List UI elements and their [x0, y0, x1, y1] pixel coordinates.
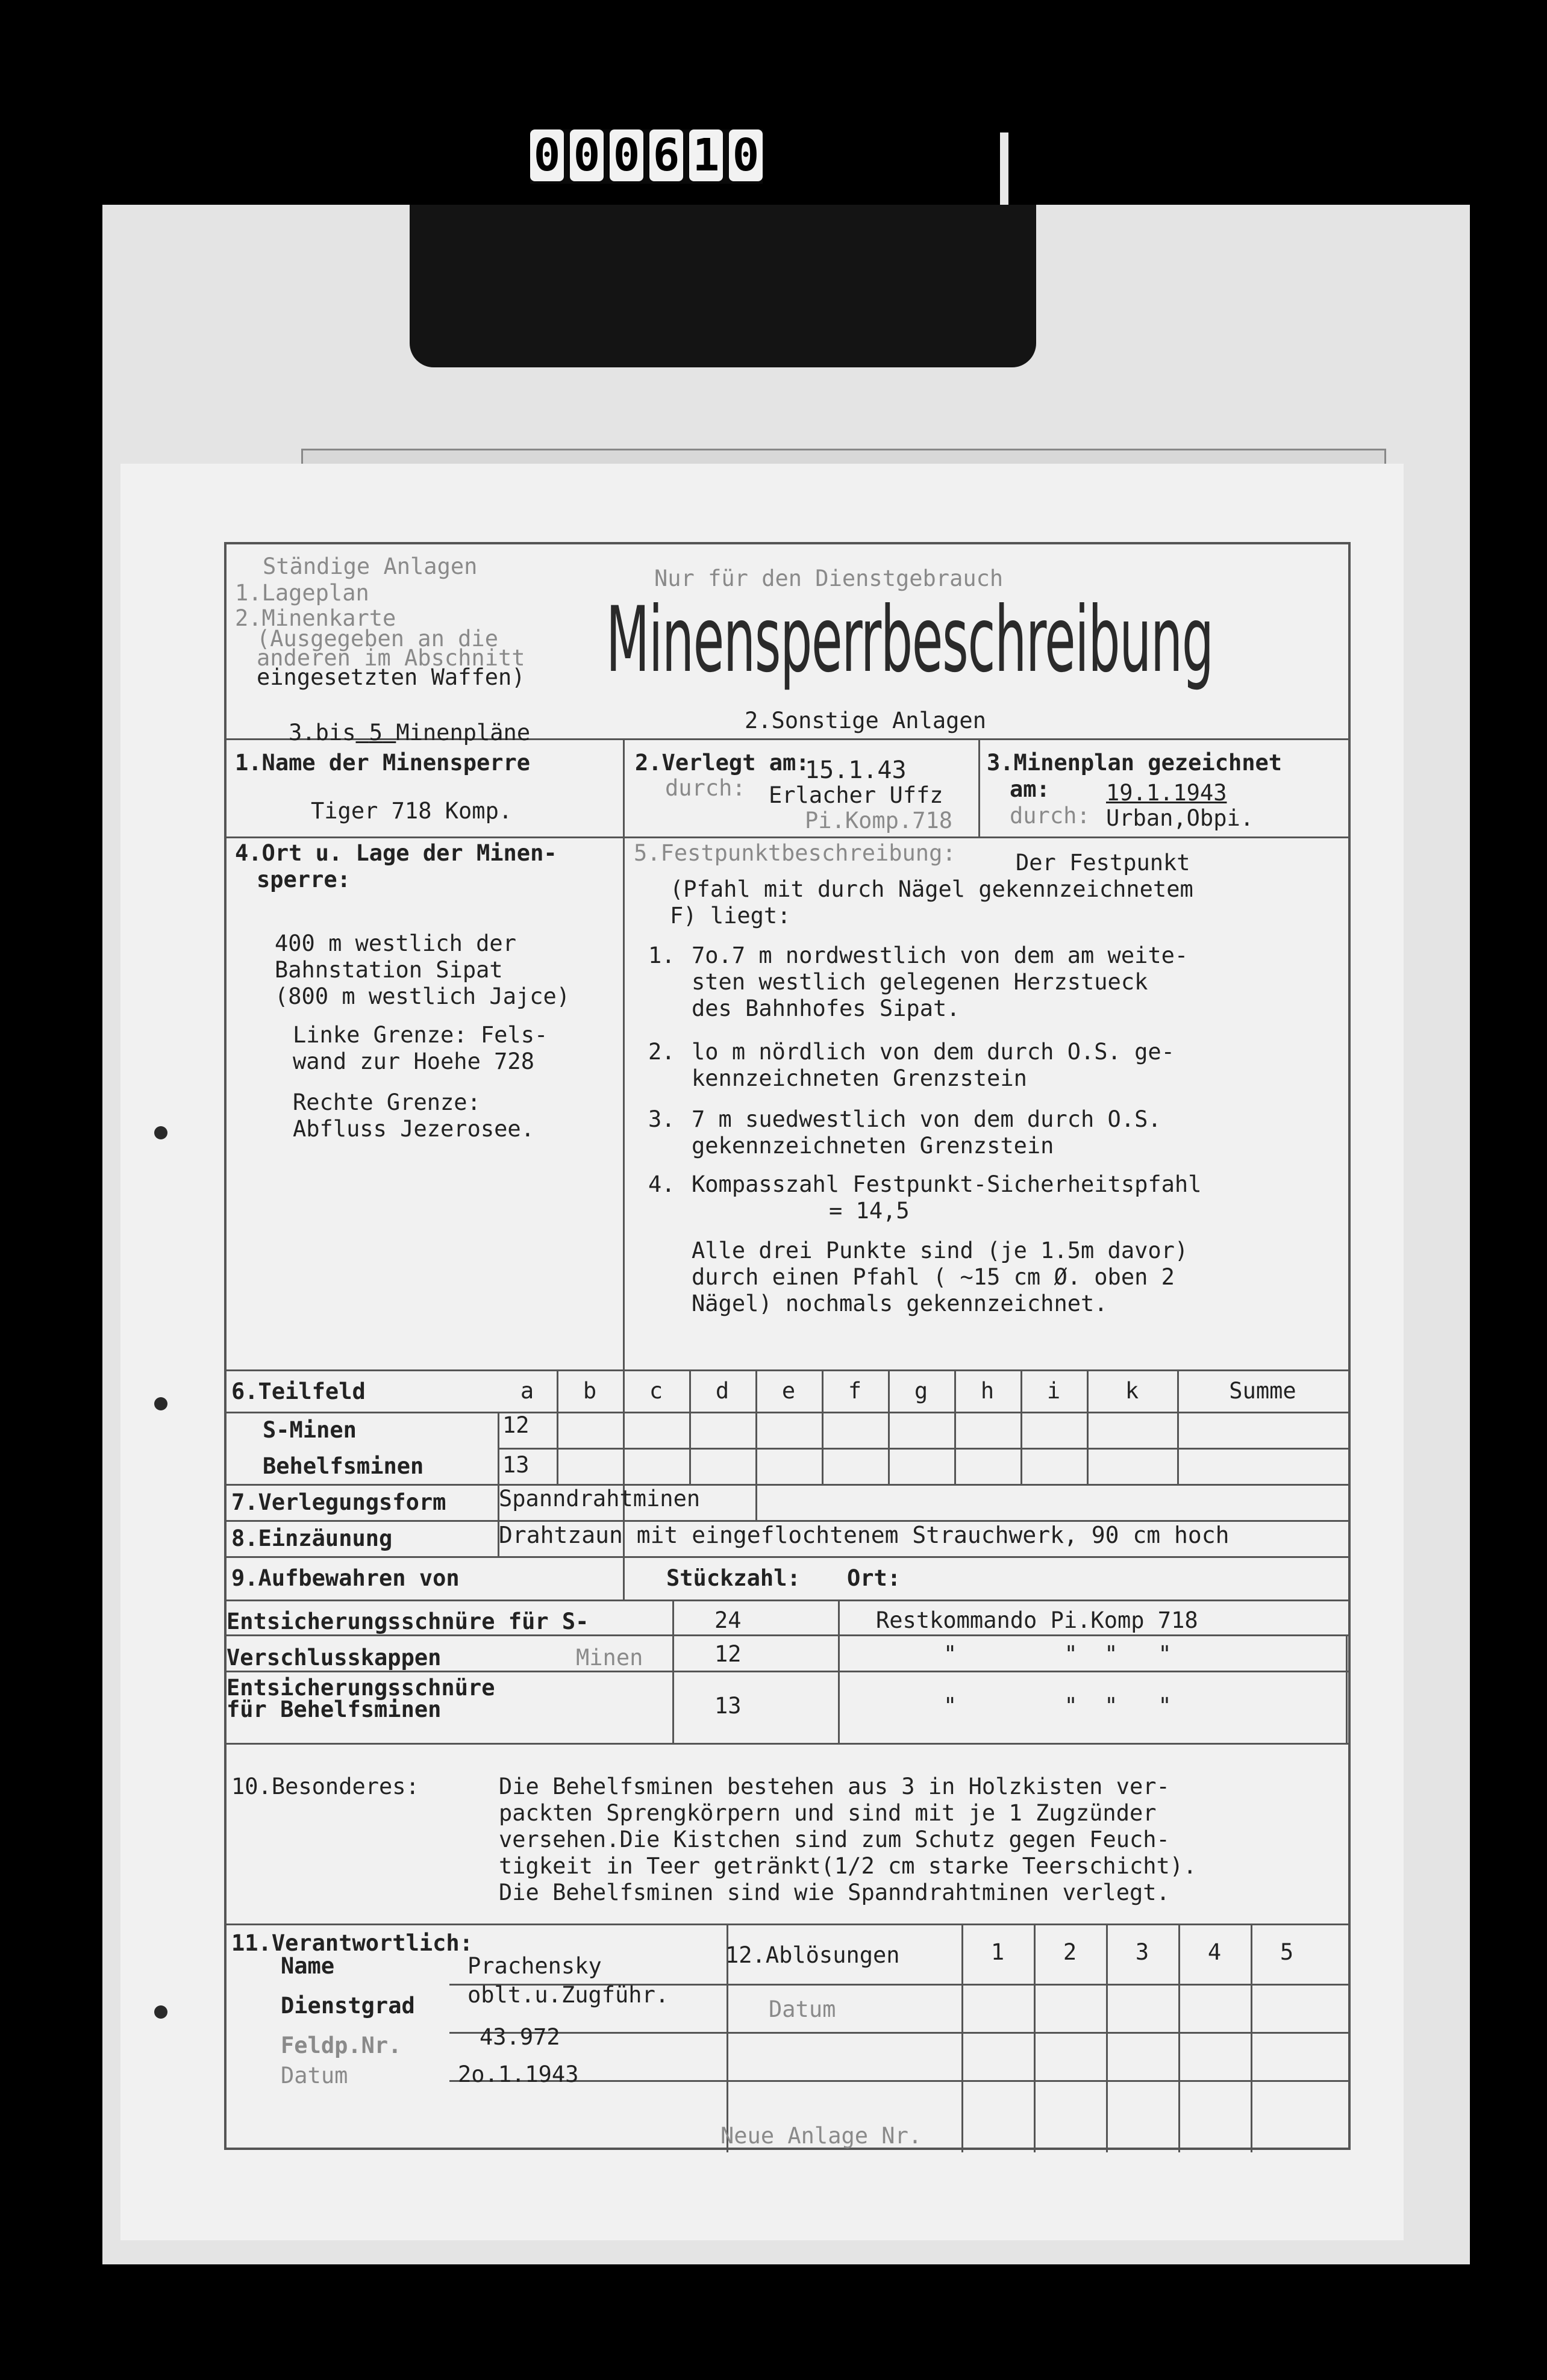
- improvised-mines-a: 13: [502, 1452, 530, 1478]
- special-notes-line: packten Sprengkörpern und sind mit je 1 Zugzünder: [499, 1800, 1157, 1826]
- right-border: Abfluss Jezerosee.: [293, 1116, 534, 1142]
- storage-item-extra: Minen: [576, 1645, 643, 1671]
- rule: [227, 1556, 1348, 1558]
- location-line: (800 m westlich Jajce): [275, 983, 570, 1009]
- fixpoint-item-line: 7o.7 m nordwestlich von dem am weite-: [692, 942, 1189, 968]
- laying-form-label: 7.Verlegungsform: [231, 1489, 446, 1515]
- storage-place: " " " ": [943, 1641, 1172, 1667]
- rule: [978, 738, 980, 836]
- plan-drawn-on-label: am:: [1010, 776, 1050, 802]
- subfield-column-header: d: [715, 1378, 730, 1404]
- fixpoint-item-number: 2.: [648, 1039, 675, 1065]
- laid-label: 2.Verlegt am:: [635, 750, 810, 776]
- storage-item: Entsicherungsschnüre: [227, 1675, 495, 1701]
- plan-drawn-by-label: durch:: [1010, 803, 1090, 829]
- responsible-field-label: Datum: [281, 2063, 348, 2089]
- storage-place: Restkommando Pi.Komp 718: [876, 1607, 1198, 1633]
- subfield-column-header: Summe: [1229, 1378, 1296, 1404]
- special-notes-line: versehen.Die Kistchen sind zum Schutz gegen Feuch-: [499, 1827, 1170, 1852]
- barrier-name-label: 1.Name der Minensperre: [235, 750, 531, 776]
- fixpoint-item-line: gekennzeichneten Grenzstein: [692, 1133, 1054, 1159]
- rule: [227, 1600, 1348, 1601]
- subfield-column-header: f: [848, 1378, 862, 1404]
- relief-row-label: Datum: [769, 1996, 836, 2022]
- responsible-field-label: Feldp.Nr.: [281, 2033, 402, 2058]
- subfield-column-header: k: [1125, 1378, 1139, 1404]
- subfield-column-header: h: [980, 1378, 995, 1404]
- counter-digit: 6: [649, 129, 683, 181]
- fixpoint-item-number: 4.: [648, 1171, 675, 1197]
- mine-barrier-form: [224, 542, 1351, 2150]
- rule: [1346, 1634, 1348, 1743]
- storage-item: für Behelfsminen: [227, 1696, 442, 1722]
- fixpoint-intro: (Pfahl mit durch Nägel gekennzeichnetem: [670, 876, 1193, 902]
- rule: [672, 1600, 674, 1743]
- storage-place: " " " ": [943, 1693, 1172, 1719]
- subfield-column-header: a: [520, 1378, 534, 1404]
- fixpoint-intro: Der Festpunkt: [1016, 850, 1190, 876]
- fixpoint-note: Nägel) nochmals gekennzeichnet.: [692, 1291, 1108, 1316]
- rule: [227, 1484, 1348, 1486]
- rule: [227, 836, 1348, 838]
- plan-date: 19.1.1943: [1106, 780, 1227, 806]
- responsible-rank: oblt.u.Zugführ.: [467, 1982, 669, 2008]
- special-notes-label: 10.Besonderes:: [231, 1774, 419, 1799]
- standing-item: eingesetzten Waffen): [257, 664, 525, 690]
- responsible-date: 2o.1.1943: [458, 2061, 579, 2087]
- fixpoint-item-line: sten westlich gelegenen Herzstueck: [692, 969, 1148, 995]
- location-label: sperre:: [257, 867, 351, 892]
- subfield-column-header: c: [649, 1378, 663, 1404]
- improvised-mines-label: Behelfsminen: [263, 1453, 424, 1479]
- plan-count: 5: [369, 720, 383, 746]
- relief-column-header: 1: [990, 1939, 1005, 1965]
- rule: [838, 1600, 840, 1743]
- subfield-column-header: b: [583, 1378, 597, 1404]
- fencing-label: 8.Einzäunung: [231, 1525, 393, 1551]
- rule: [227, 1412, 1348, 1413]
- standing-item3-suffix: Minenpläne: [396, 720, 531, 746]
- standing-title: Ständige Anlagen: [263, 553, 478, 579]
- responsible-name: Prachensky: [467, 1953, 602, 1979]
- fixpoint-item-line: 7 m suedwestlich von dem durch O.S.: [692, 1106, 1161, 1132]
- s-mines-label: S-Minen: [263, 1417, 357, 1443]
- rule: [227, 1743, 1348, 1745]
- relief-column-header: 2: [1063, 1939, 1077, 1965]
- laid-by-person: Erlacher Uffz: [769, 782, 943, 808]
- counter-digit: 0: [530, 129, 564, 181]
- subfield-column-header: e: [781, 1378, 796, 1404]
- fixpoint-item-line: lo m nördlich von dem durch O.S. ge-: [692, 1039, 1175, 1065]
- fixpoint-item-number: 1.: [648, 942, 675, 968]
- frame-counter: [530, 129, 763, 184]
- storage-place-header: Ort:: [847, 1565, 901, 1591]
- special-notes-line: Die Behelfsminen sind wie Spanndrahtminen verlegt.: [499, 1880, 1170, 1905]
- punch-hole: [154, 1397, 167, 1410]
- s-mines-a: 12: [502, 1412, 530, 1438]
- fixpoint-item-line: des Bahnhofes Sipat.: [692, 995, 960, 1021]
- responsible-label: 11.Verantwortlich:: [231, 1930, 473, 1956]
- fixpoint-item-line: kennzeichneten Grenzstein: [692, 1065, 1027, 1091]
- counter-digit: 0: [729, 129, 763, 181]
- fixpoint-note: Alle drei Punkte sind (je 1.5m davor): [692, 1238, 1189, 1263]
- special-notes-line: tigkeit in Teer getränkt(1/2 cm starke Teerschicht).: [499, 1853, 1197, 1879]
- plan-drawn-by: Urban,Obpi.: [1106, 805, 1254, 831]
- responsible-field-label: Dienstgrad: [281, 1993, 415, 2019]
- punch-hole: [154, 2005, 167, 2019]
- rule: [449, 2032, 1348, 2034]
- laying-form-value: Spanndrahtminen: [499, 1486, 701, 1512]
- fixpoint-item-number: 3.: [648, 1106, 675, 1132]
- scan-marker: [1000, 132, 1008, 205]
- standing-item: 2.Minenkarte: [235, 605, 396, 631]
- fixpoint-note: durch einen Pfahl ( ~15 cm Ø. oben 2: [692, 1264, 1175, 1290]
- document-title-stamp: Minensperrbeschreibung: [606, 588, 1213, 693]
- fixpoint-label: 5.Festpunktbeschreibung:: [634, 840, 956, 866]
- fixpoint-item-line: Kompasszahl Festpunkt-Sicherheitspfahl: [692, 1171, 1202, 1197]
- relief-row-label: Neue Anlage Nr.: [720, 2123, 922, 2149]
- relief-label: 12.Ablösungen: [725, 1942, 900, 1968]
- punch-hole: [154, 1126, 167, 1139]
- storage-item: Entsicherungsschnüre für S-: [227, 1609, 589, 1634]
- plan-drawn-label: 3.Minenplan gezeichnet: [987, 750, 1283, 776]
- subfield-label: 6.Teilfeld: [231, 1378, 366, 1404]
- counter-digit: 0: [610, 129, 643, 181]
- storage-label: 9.Aufbewahren von: [231, 1565, 460, 1591]
- rule: [498, 1448, 1348, 1450]
- location-line: 400 m westlich der: [275, 930, 516, 956]
- location-label: 4.Ort u. Lage der Minen-: [235, 840, 557, 866]
- relief-column-header: 4: [1207, 1939, 1222, 1965]
- service-note: Nur für den Dienstgebrauch: [654, 565, 1004, 591]
- responsible-fieldpost: 43.972: [480, 2024, 560, 2050]
- fixpoint-intro: F) liegt:: [670, 903, 791, 929]
- laid-by-unit: Pi.Komp.718: [805, 808, 953, 833]
- laid-by-label: durch:: [665, 775, 746, 801]
- barrier-name-value: Tiger 718 Komp.: [311, 798, 513, 824]
- storage-count: 12: [714, 1641, 742, 1667]
- rule: [227, 1369, 1348, 1371]
- standing-item: (Ausgegeben an die: [257, 626, 498, 652]
- responsible-field-label: Name: [281, 1953, 335, 1979]
- right-border: Rechte Grenze:: [293, 1089, 481, 1115]
- standing-item3-prefix: 3.bis: [289, 720, 356, 746]
- storage-item: Verschlusskappen: [227, 1645, 442, 1671]
- counter-digit: 1: [689, 129, 723, 181]
- location-line: Bahnstation Sipat: [275, 957, 503, 983]
- fixpoint-item-line: = 14,5: [829, 1198, 910, 1224]
- relief-column-header: 3: [1135, 1939, 1149, 1965]
- standing-item: 1.Lageplan: [235, 580, 369, 606]
- other-facilities: 2.Sonstige Anlagen: [745, 708, 986, 734]
- counter-digit: 0: [570, 129, 604, 181]
- subfield-column-header: g: [914, 1378, 928, 1404]
- fencing-value: Drahtzaun mit eingeflochtenem Strauchwerk, 90 cm hoch: [499, 1522, 1230, 1548]
- standing-item: anderen im Abschnitt: [257, 645, 525, 671]
- special-notes-line: Die Behelfsminen bestehen aus 3 in Holzkisten ver-: [499, 1774, 1170, 1799]
- laid-date: 15.1.43: [805, 756, 907, 784]
- rule: [449, 2080, 1348, 2082]
- subfield-column-header: i: [1046, 1378, 1061, 1404]
- relief-column-header: 5: [1280, 1939, 1294, 1965]
- binder-clip: [410, 205, 1036, 367]
- left-border: Linke Grenze: Fels-: [293, 1022, 548, 1048]
- storage-count: 13: [714, 1693, 742, 1719]
- left-border: wand zur Hoehe 728: [293, 1048, 534, 1074]
- storage-count-header: Stückzahl:: [666, 1565, 801, 1591]
- storage-count: 24: [714, 1607, 742, 1633]
